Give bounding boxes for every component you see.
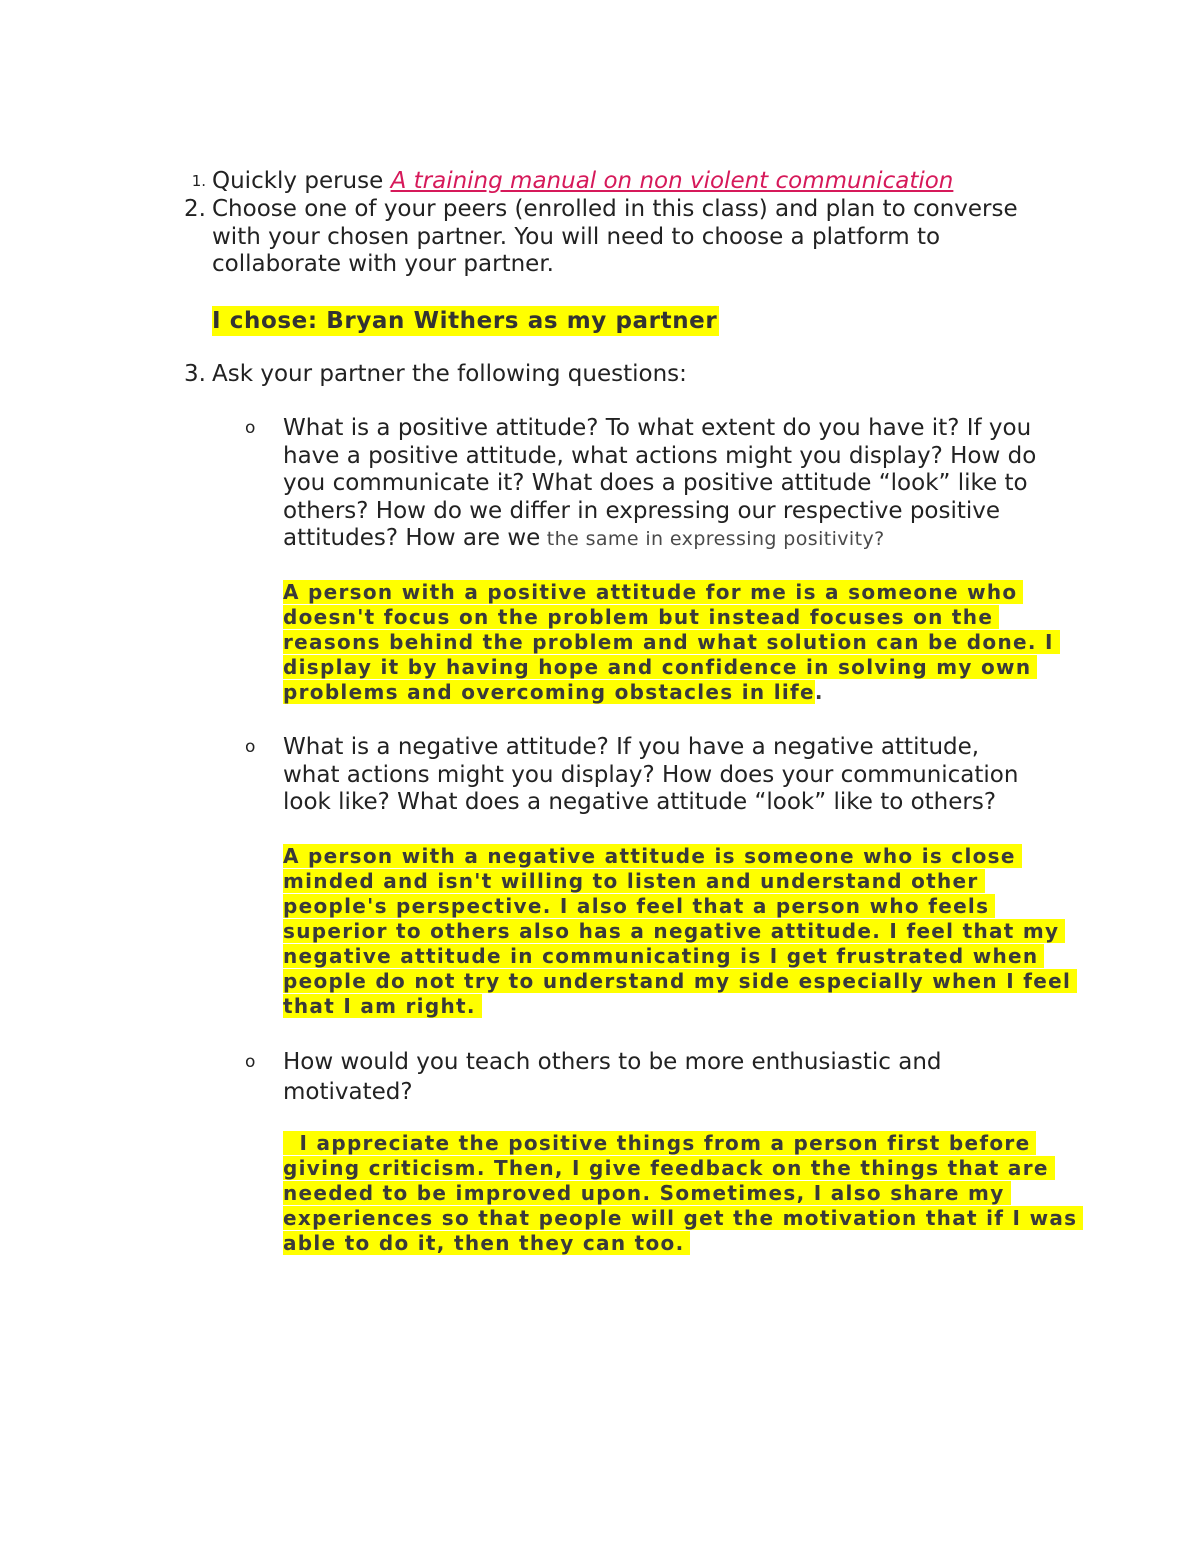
- question-negative-attitude: [245, 734, 1083, 817]
- question-line: motivated?: [283, 1079, 413, 1105]
- answer-line: giving criticism. Then, I give feedback on the things that are: [283, 1156, 1083, 1181]
- question-positive-attitude: [245, 415, 1083, 554]
- list-number: 2.: [184, 196, 206, 222]
- question-line: you communicate it? What does a positive attitude “look” like to: [283, 470, 1028, 496]
- answer-line: problems and overcoming obstacles in life.: [283, 680, 824, 704]
- instruction-line: collaborate with your partner.: [212, 251, 554, 277]
- answer-line: needed to be improved upon. Sometimes, I also share my: [283, 1181, 1083, 1206]
- instruction-item-2: [184, 196, 1072, 279]
- answer-line: able to do it, then they can too.: [283, 1231, 1083, 1256]
- instruction-text: Ask your partner the following questions:: [212, 361, 687, 387]
- instruction-text: Quickly peruse: [212, 168, 391, 194]
- question-line: others? How do we differ in expressing our respective positive: [283, 497, 1001, 524]
- answer-line: reasons behind the problem and what solution can be done. I: [283, 630, 1060, 655]
- question-line: what actions might you display? How does your communication: [283, 761, 1019, 788]
- answer-line: that I am right.: [283, 994, 1077, 1019]
- question-enthusiasm: [245, 1047, 1083, 1107]
- partner-choice-highlight: I chose: Bryan Withers as my partner: [212, 308, 718, 334]
- answer-line: I appreciate the positive things from a person first before: [283, 1131, 1083, 1156]
- answer-line: minded and isn't willing to listen and understand other: [283, 869, 1077, 894]
- answer-line: A person with a negative attitude is someone who is close: [283, 844, 1077, 869]
- question-line: How would you teach others to be more enthusiastic and: [283, 1049, 942, 1075]
- question-text-small: the same in expressing positivity?: [540, 528, 885, 550]
- answer-line: doesn't focus on the problem but instead focuses on the: [283, 605, 1060, 630]
- answer-line: superior to others also has a negative attitude. I feel that my: [283, 919, 1077, 944]
- question-line: What is a negative attitude? If you have a negative attitude,: [283, 734, 980, 760]
- answer-positive-attitude: [283, 580, 1060, 705]
- bullet-marker: o: [245, 1052, 256, 1072]
- answer-enthusiasm: [283, 1131, 1083, 1256]
- instruction-line: Choose one of your peers (enrolled in this class) and plan to converse: [212, 196, 1018, 222]
- training-manual-link[interactable]: A training manual on non violent communication: [390, 168, 954, 194]
- answer-line: experiences so that people will get the motivation that if I was: [283, 1206, 1083, 1231]
- answer-line: people's perspective. I also feel that a person who feels: [283, 894, 1077, 919]
- answer-negative-attitude: [283, 844, 1077, 1019]
- bullet-marker: o: [245, 418, 256, 438]
- answer-line: negative attitude in communicating is I get frustrated when: [283, 944, 1077, 969]
- bullet-marker: o: [245, 737, 256, 757]
- question-line: look like? What does a negative attitude “look” like to others?: [283, 789, 997, 815]
- question-line: What is a positive attitude? To what extent do you have it? If you: [283, 415, 1032, 441]
- answer-line: A person with a positive attitude for me is a someone who: [283, 580, 1060, 605]
- answer-line: display it by having hope and confidence in solving my own: [283, 655, 1060, 680]
- question-line: [283, 525, 1083, 554]
- instruction-item-3: [184, 361, 1072, 389]
- instruction-item-1: [191, 168, 1072, 196]
- question-line: have a positive attitude, what actions might you display? How do: [283, 442, 1037, 469]
- instruction-line: with your chosen partner. You will need to choose a platform to: [212, 223, 941, 250]
- list-number: 3.: [184, 361, 206, 387]
- list-number: 1.: [191, 172, 206, 190]
- question-text: attitudes? How are we: [283, 525, 541, 551]
- answer-line: people do not try to understand my side especially when I feel: [283, 969, 1077, 994]
